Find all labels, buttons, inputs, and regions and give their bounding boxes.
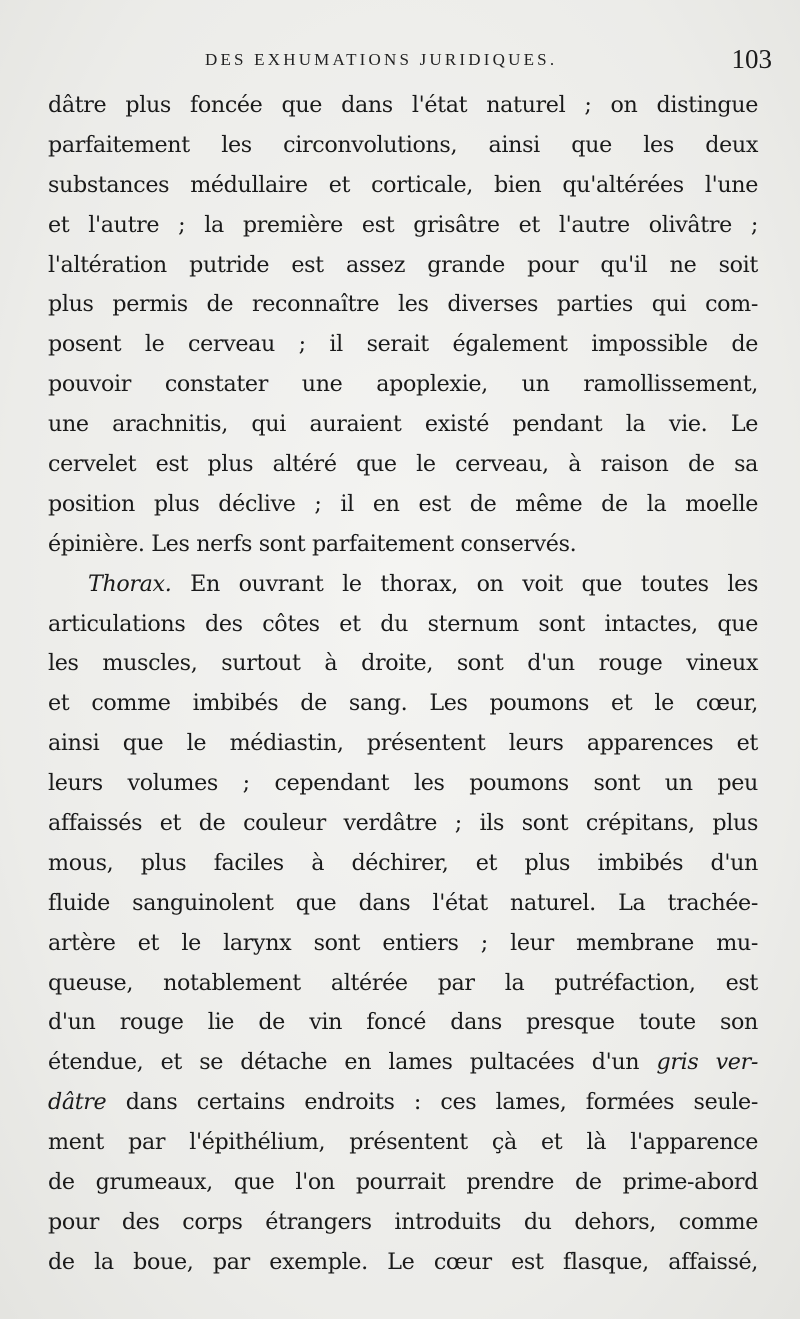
italic-term: gris ver-: [656, 1049, 758, 1076]
text-line: épinière. Les nerfs sont parfaitement conservés.: [48, 530, 577, 557]
page-header: [0, 44, 800, 84]
body-text: [48, 86, 758, 1283]
italic-term: dâtre: [48, 1089, 107, 1116]
text-line-thorax: [48, 565, 758, 605]
text-line: ment par l'épithélium, présentent çà et là l'apparence: [48, 1129, 758, 1156]
text-line: l'altération putride est assez grande pour qu'il ne soit: [48, 251, 758, 278]
text-line: position plus déclive ; il en est de même de la moelle: [48, 490, 758, 517]
text-line: les muscles, surtout à droite, sont d'un rouge vineux: [48, 650, 758, 677]
text-line: ainsi que le médiastin, présentent leurs apparences et: [48, 730, 758, 757]
text-line: articulations des côtes et du sternum sont intactes, que: [48, 610, 758, 637]
text-line: dâtre plus foncée que dans l'état naturel ; on distingue: [48, 92, 758, 118]
text-line: et l'autre ; la première est grisâtre et l'autre olivâtre ;: [48, 211, 758, 238]
text-line: parfaitement les circonvolutions, ainsi que les deux: [48, 131, 758, 158]
running-head: DES EXHUMATIONS JURIDIQUES.: [205, 50, 558, 69]
text-span: En ouvrant le thorax, on voit que toutes les: [171, 570, 758, 597]
text-line-verdatre: [48, 1083, 758, 1123]
text-line: posent le cerveau ; il serait également impossible de: [48, 331, 758, 358]
text-line: plus permis de reconnaître les diverses parties qui com-: [48, 291, 758, 318]
text-span: dans certains endroits : ces lames, formées seule-: [106, 1089, 758, 1116]
text-line: fluide sanguinolent que dans l'état naturel. La trachée-: [48, 889, 758, 916]
text-line: et comme imbibés de sang. Les poumons et le cœur,: [48, 690, 758, 717]
text-line: une arachnitis, qui auraient existé pendant la vie. Le: [48, 411, 758, 438]
page-number: 103: [731, 44, 772, 74]
text-line: mous, plus faciles à déchirer, et plus imbibés d'un: [48, 849, 758, 876]
text-span: étendue, et se détache en lames pultacées d'un: [48, 1049, 657, 1076]
text-line: affaissés et de couleur verdâtre ; ils sont crépitans, plus: [48, 810, 758, 837]
text-line: artère et le larynx sont entiers ; leur membrane mu-: [48, 929, 758, 956]
text-line: queuse, notablement altérée par la putréfaction, est: [48, 969, 758, 996]
text-line: cervelet est plus altéré que le cerveau, à raison de sa: [48, 451, 758, 478]
text-line: d'un rouge lie de vin foncé dans presque toute son: [48, 1009, 758, 1036]
text-line-gris: [48, 1043, 758, 1083]
thorax-heading: Thorax.: [88, 570, 172, 597]
text-line: pouvoir constater une apoplexie, un ramollissement,: [48, 371, 758, 398]
text-line: leurs volumes ; cependant les poumons sont un peu: [48, 770, 758, 797]
text-line: de grumeaux, que l'on pourrait prendre de prime-abord: [48, 1169, 758, 1196]
text-line: de la boue, par exemple. Le cœur est flasque, affaissé,: [48, 1248, 758, 1275]
text-line: pour des corps étrangers introduits du dehors, comme: [48, 1208, 758, 1235]
text-line: substances médullaire et corticale, bien qu'altérées l'une: [48, 171, 758, 198]
